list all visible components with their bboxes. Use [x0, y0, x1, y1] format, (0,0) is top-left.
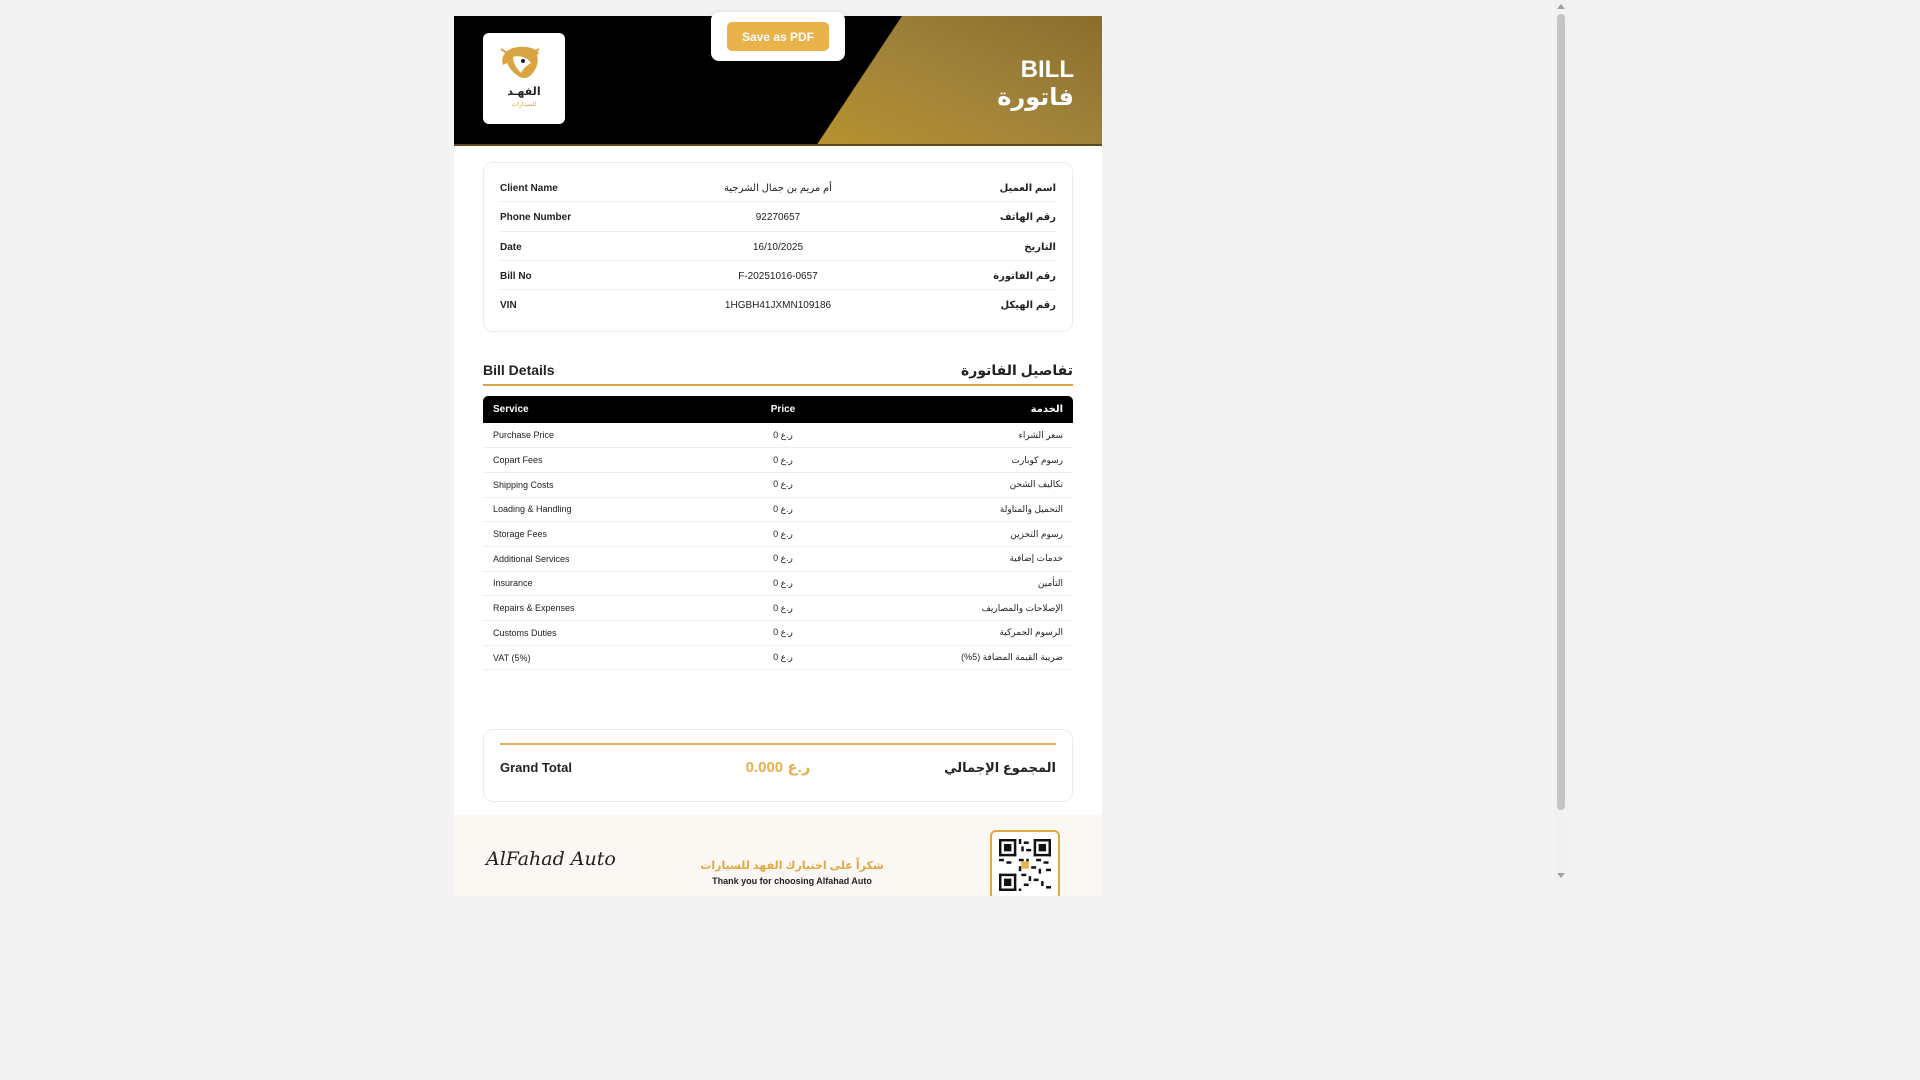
- scroll-up-icon[interactable]: [1557, 4, 1565, 9]
- service-name-ar: تكاليف الشحن: [883, 472, 1073, 497]
- invoice-footer: [454, 815, 1102, 896]
- info-label-en: Date: [500, 241, 522, 253]
- table-row: [483, 596, 1073, 621]
- service-price: ر.ع 0: [683, 522, 883, 547]
- total-divider: [500, 743, 1056, 745]
- info-value: 1HGBH41JXMN109186: [724, 300, 832, 312]
- info-row-bill-no: [500, 261, 1056, 290]
- bill-items-table: [483, 396, 1073, 670]
- bill-details-heading: [483, 362, 1073, 386]
- bill-details-title-en: Bill Details: [483, 362, 555, 378]
- service-name: Copart Fees: [483, 448, 683, 473]
- info-value: 16/10/2025: [752, 241, 804, 253]
- info-label-ar: رقم الفاتورة: [993, 270, 1056, 282]
- service-price: ر.ع 0: [683, 423, 883, 448]
- service-price: ر.ع 0: [683, 448, 883, 473]
- header-bottom-line: [454, 144, 1102, 146]
- table-row: [483, 423, 1073, 448]
- grand-total-label-ar: المجموع الإجمالي: [944, 760, 1056, 775]
- info-label-en: VIN: [500, 300, 517, 312]
- table-row: [483, 645, 1073, 670]
- service-name: Insurance: [483, 571, 683, 596]
- service-name: Customs Duties: [483, 621, 683, 646]
- service-price: ر.ع 0: [683, 621, 883, 646]
- table-header-row: [483, 396, 1073, 423]
- service-price: ر.ع 0: [683, 497, 883, 522]
- page-scrollbar[interactable]: [1554, 0, 1568, 882]
- table-row: [483, 522, 1073, 547]
- logo-tagline-ar: للسيـارات: [511, 100, 537, 108]
- table-row: [483, 497, 1073, 522]
- service-name-ar: ضريبة القيمة المضافة (5%): [883, 645, 1073, 670]
- scroll-down-icon[interactable]: [1557, 873, 1565, 878]
- signature: AlFahad Auto: [486, 848, 616, 870]
- info-value: أم مريم بن جمال الشرجية: [724, 183, 832, 194]
- service-name-ar: خدمات إضافية: [883, 546, 1073, 571]
- client-info-card: [483, 162, 1073, 332]
- col-header-price: Price: [770, 404, 796, 415]
- info-row-phone: [500, 202, 1056, 231]
- info-row-vin: [500, 290, 1056, 319]
- grand-total-label-en: Grand Total: [500, 760, 572, 775]
- service-price: ر.ع 0: [683, 645, 883, 670]
- info-label-en: Client Name: [500, 183, 558, 194]
- table-row: [483, 621, 1073, 646]
- info-label-ar: التاريخ: [1024, 241, 1056, 253]
- info-label-ar: رقم الهيكل: [1000, 300, 1056, 312]
- table-row: [483, 472, 1073, 497]
- info-label-ar: رقم الهاتف: [999, 212, 1056, 224]
- fahad-logo-icon: [493, 43, 555, 115]
- service-name: Storage Fees: [483, 522, 683, 547]
- service-name: Loading & Handling: [483, 497, 683, 522]
- info-label-en: Bill No: [500, 270, 532, 282]
- col-header-service: Service: [493, 404, 529, 415]
- save-pdf-panel: [711, 12, 845, 61]
- service-price: ر.ع 0: [683, 472, 883, 497]
- service-price: ر.ع 0: [683, 596, 883, 621]
- thanks-message-en: Thank you for choosing Alfahad Auto: [712, 876, 872, 886]
- info-label-en: Phone Number: [500, 212, 572, 224]
- service-name-ar: رسوم كوبارت: [883, 448, 1073, 473]
- service-name-ar: التأمين: [883, 571, 1073, 596]
- qr-code-icon: [999, 839, 1051, 891]
- service-name: Purchase Price: [483, 423, 683, 448]
- col-header-service-ar: الخدمة: [1030, 404, 1063, 415]
- bill-title-ar: فاتورة: [997, 84, 1074, 111]
- company-logo: [483, 33, 565, 124]
- service-name-ar: الإصلاحات والمصاريف: [883, 596, 1073, 621]
- info-label-ar: اسم العميل: [999, 183, 1056, 194]
- bill-details-title-ar: تفاصيل الفاتورة: [961, 362, 1073, 378]
- service-name-ar: سعر الشراء: [883, 423, 1073, 448]
- service-name: Repairs & Expenses: [483, 596, 683, 621]
- info-value: F-20251016-0657: [738, 270, 818, 282]
- info-row-date: [500, 232, 1056, 261]
- qr-code: [990, 830, 1060, 896]
- service-name: Shipping Costs: [483, 472, 683, 497]
- table-row: [483, 448, 1073, 473]
- service-name: Additional Services: [483, 546, 683, 571]
- bill-title-en: BILL: [1020, 56, 1074, 83]
- grand-total-value: ر.ع 0.000: [745, 759, 811, 776]
- info-row-client-name: [500, 173, 1056, 202]
- logo-name-ar: الفهـد: [507, 84, 541, 98]
- table-row: [483, 571, 1073, 596]
- service-price: ر.ع 0: [683, 546, 883, 571]
- thanks-message-ar: شكراً على اختيارك الفهد للسيارات: [700, 860, 884, 872]
- service-name-ar: التحميل والمناولة: [883, 497, 1073, 522]
- info-value: 92270657: [755, 212, 801, 224]
- invoice-page: [454, 16, 1102, 896]
- save-pdf-button[interactable]: Save as PDF: [727, 22, 829, 51]
- bill-title: [997, 56, 1074, 112]
- service-price: ر.ع 0: [683, 571, 883, 596]
- scrollbar-thumb[interactable]: [1557, 14, 1565, 810]
- service-name-ar: الرسوم الجمركية: [883, 621, 1073, 646]
- service-name: VAT (5%): [483, 645, 683, 670]
- grand-total-card: [483, 729, 1073, 802]
- service-name-ar: رسوم التخزين: [883, 522, 1073, 547]
- table-row: [483, 546, 1073, 571]
